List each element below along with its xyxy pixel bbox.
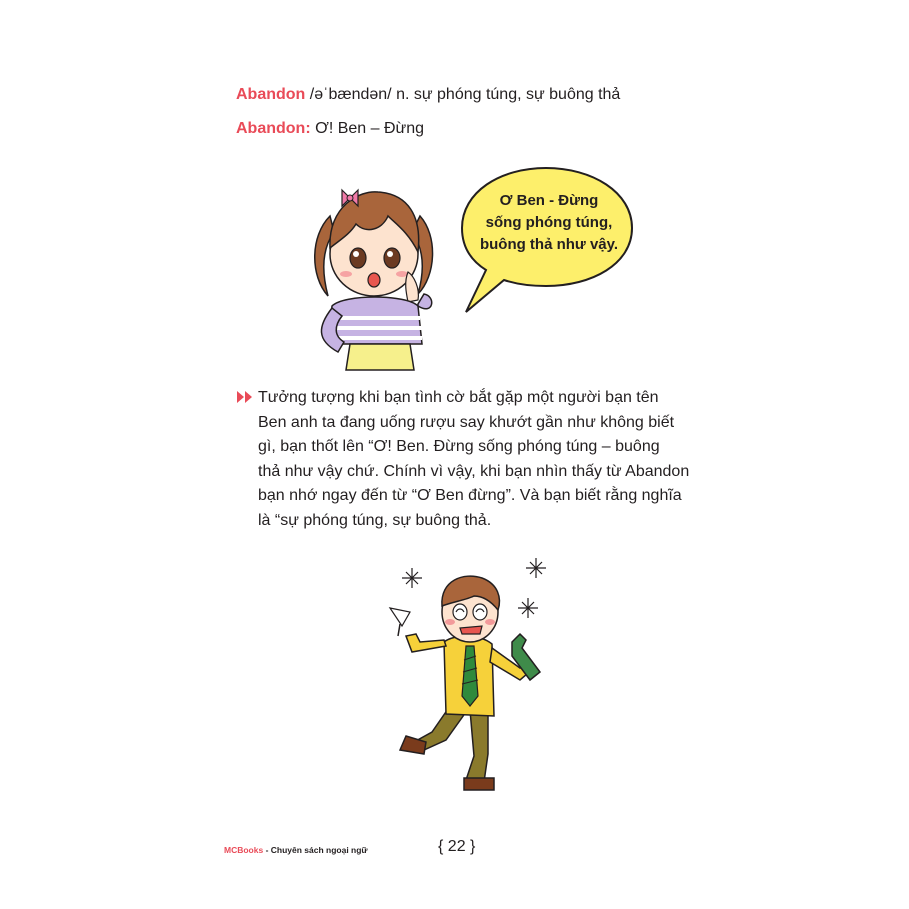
drunk-man-illustration xyxy=(370,556,556,792)
vocab-word: Abandon xyxy=(236,86,306,103)
vocab-definition: n. sự phóng túng, sự buông thả xyxy=(396,86,621,103)
brand-tagline: - Chuyên sách ngoại ngữ xyxy=(263,845,368,855)
speech-line: buông thả như vậy. xyxy=(479,236,619,253)
footer-brand xyxy=(224,845,368,855)
speech-line: sống phóng túng, xyxy=(485,214,613,231)
mnemonic-label: Abandon: xyxy=(236,120,311,137)
explanation-line: Tưởng tượng khi bạn tình cờ bắt gặp một người bạn tên xyxy=(258,389,659,406)
speech-line: Ơ Ben - Đừng xyxy=(499,192,599,209)
speech-bubble-text xyxy=(474,190,624,256)
explanation-line: bạn nhớ ngay đến từ “Ơ Ben đừng”. Và bạn biết rằng nghĩa xyxy=(258,487,682,504)
explanation-line: Ben anh ta đang uống rượu say khướt gần như không biết xyxy=(258,413,675,431)
brand-name: MCBooks xyxy=(224,845,264,855)
explanation-paragraph xyxy=(258,386,710,533)
mnemonic-text: Ơ! Ben – Đừng xyxy=(315,120,425,137)
page-number: { 22 } xyxy=(438,838,476,855)
explanation-line: là “sự phóng túng, sự buông thả. xyxy=(258,511,492,529)
double-arrow-icon xyxy=(236,390,254,404)
mnemonic-line xyxy=(236,120,424,138)
vocab-entry xyxy=(236,86,620,104)
explanation-line: thả như vậy chứ. Chính vì vậy, khi bạn nhìn thấy từ Abandon xyxy=(258,462,690,480)
girl-illustration xyxy=(310,176,440,372)
explanation-line: gì, bạn thốt lên “Ơ! Ben. Đừng sống phóng túng – buông xyxy=(258,438,660,455)
vocab-pronunciation: /əˈbændən/ xyxy=(309,86,392,103)
